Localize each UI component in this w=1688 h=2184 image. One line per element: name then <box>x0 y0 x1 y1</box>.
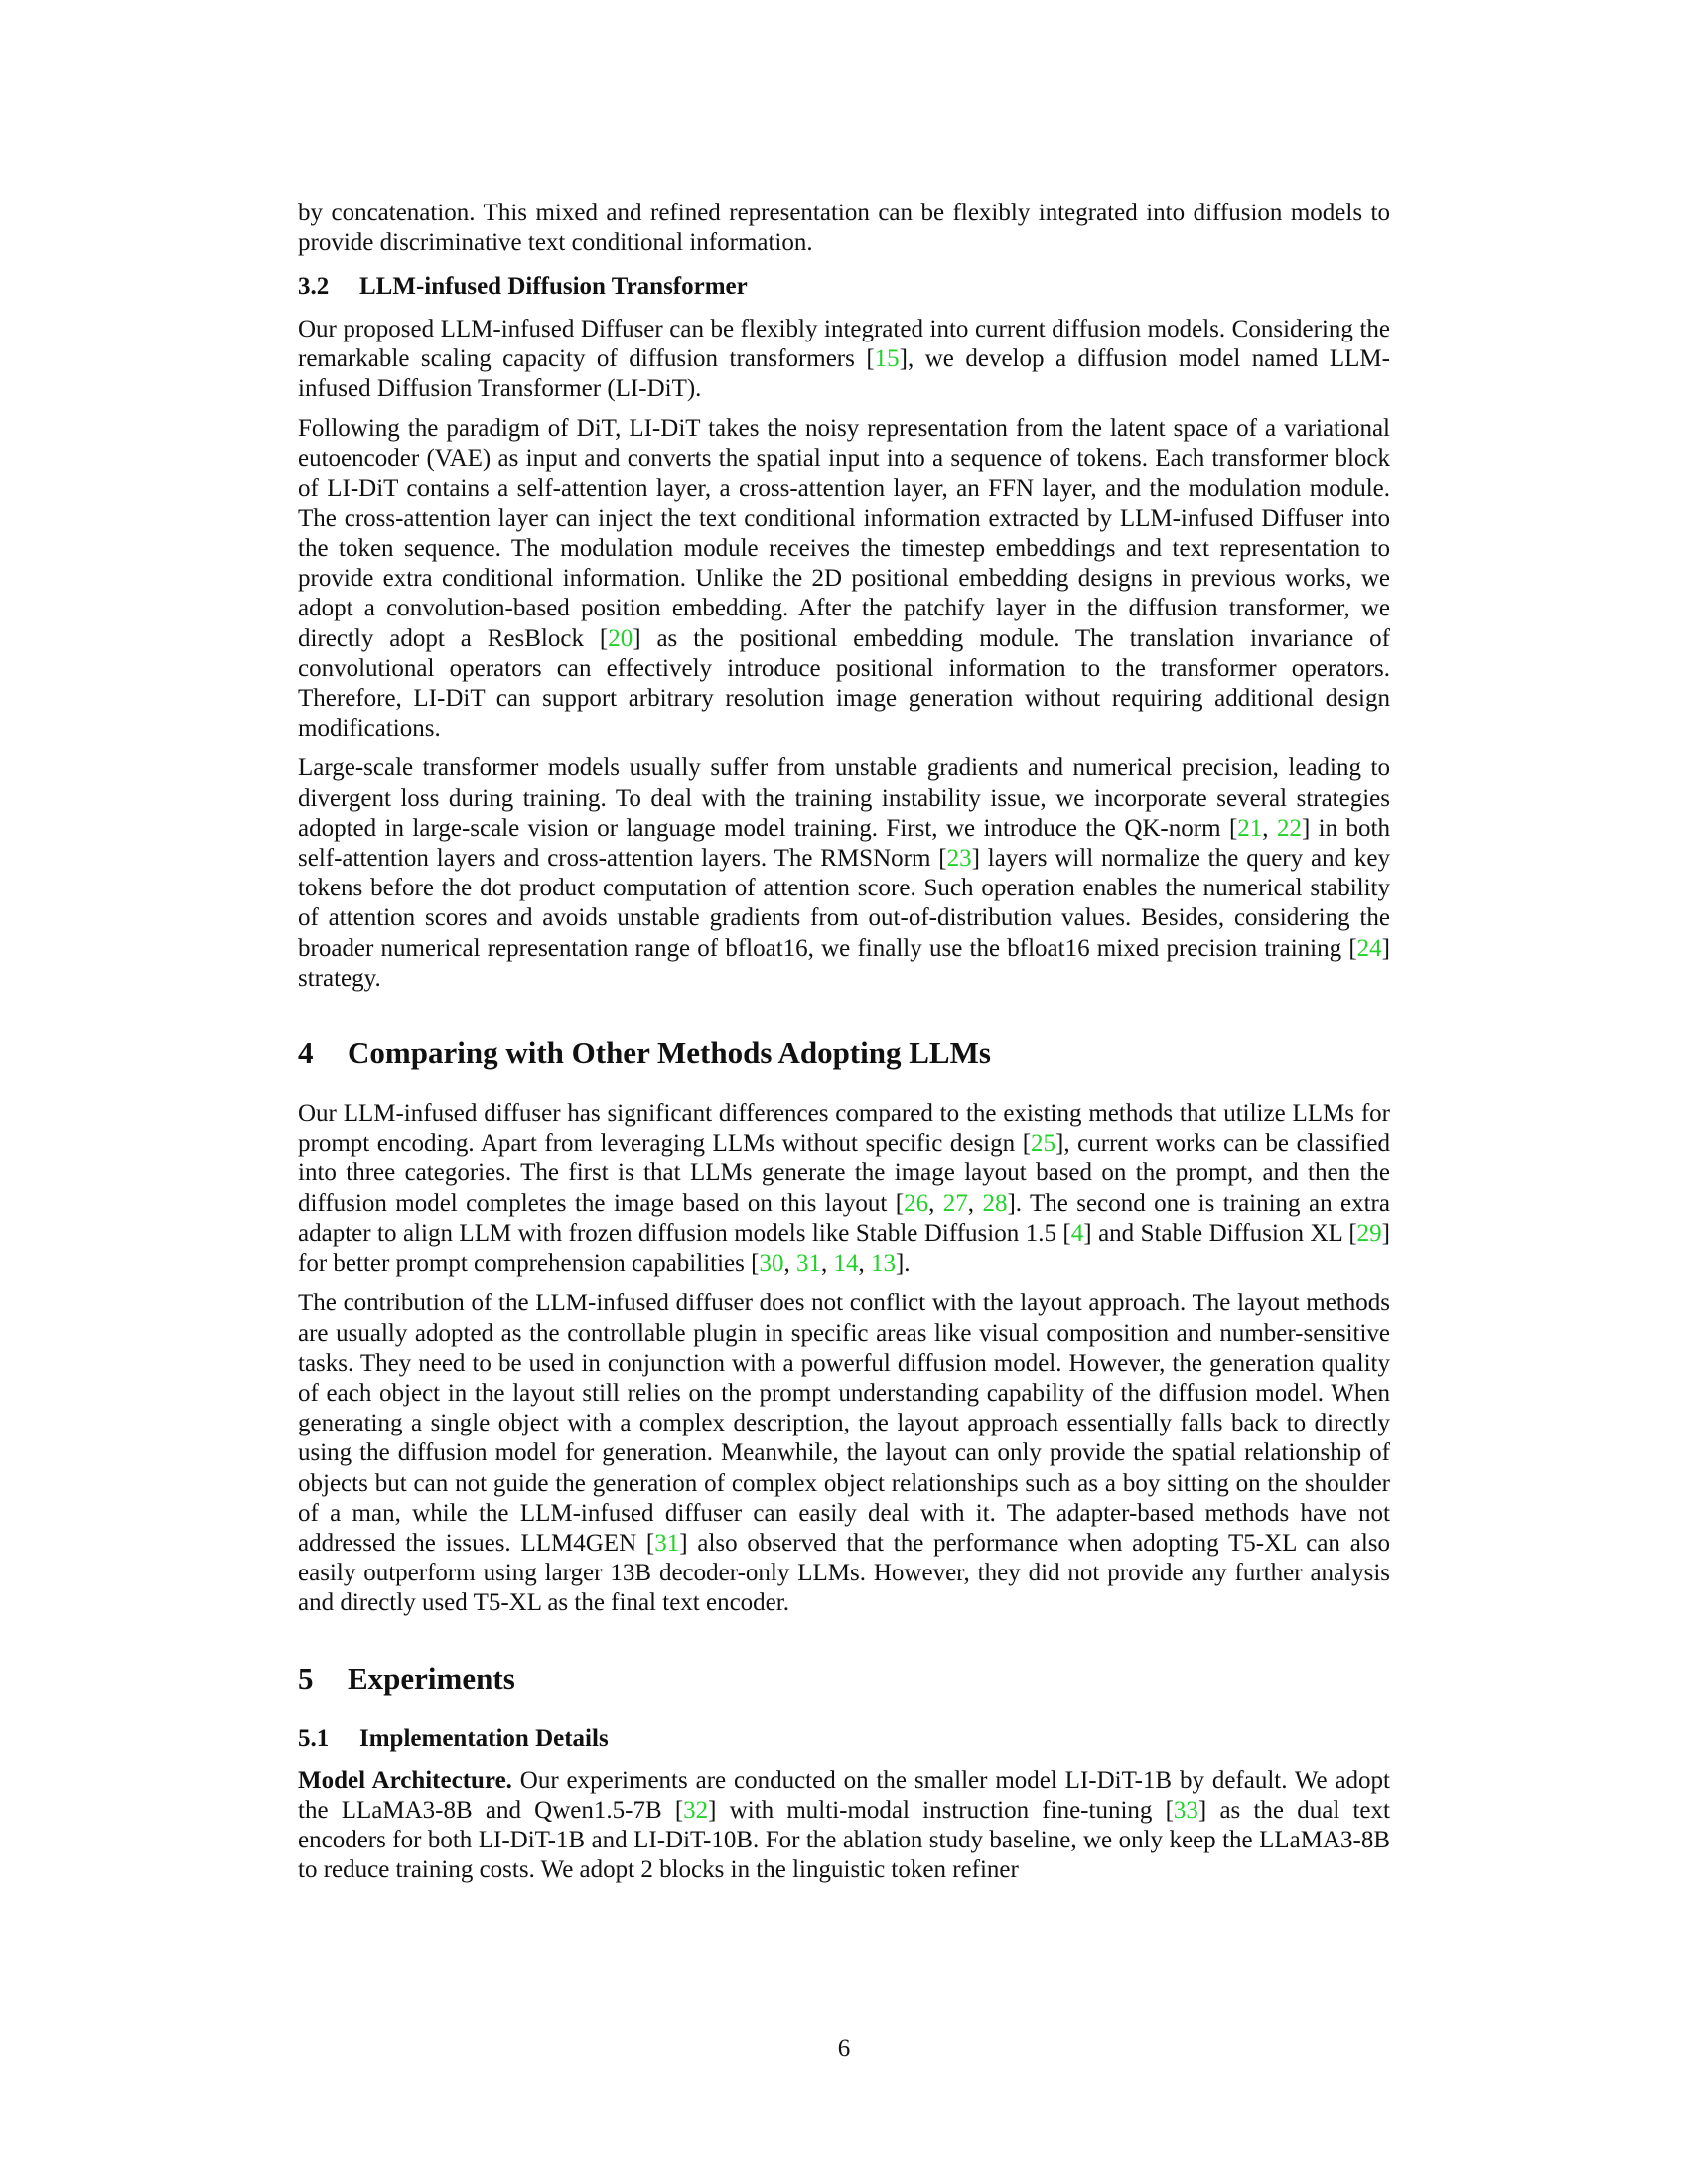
citation-link[interactable]: 24 <box>1356 934 1382 962</box>
paragraph-layout-approach: The contribution of the LLM-infused diffuser does not conflict with the layout approach. The layout methods are usually adopted as the controllable plugin in specific areas like visual composition and number-sensitive tasks. They need to be used in conjunction with a powerful diffusion model. However, the generation quality of each object in the layout still relies on the prompt understanding capability of the diffusion model. When generating a single object with a complex description, the layout approach essentially falls back to directly using the diffusion model for generation. Meanwhile, the layout can only provide the spatial relationship of objects but can not guide the generation of complex object relationships such as a boy sitting on the shoulder of a man, while the LLM-infused diffuser can easily deal with it. The adapter-based methods have not addressed the issues. LLM4GEN [31] also observed that the performance when adopting T5-XL can also easily outperform using larger 13B decoder-only LLMs. However, they did not provide any further analysis and directly used T5-XL as the final text encoder. <box>298 1290 1390 1617</box>
section-number: 5 <box>298 1660 314 1696</box>
citation-link[interactable]: 4 <box>1070 1219 1084 1247</box>
paragraph-lead-in: Model Architecture. <box>298 1766 512 1794</box>
paragraph-concatenation: by concatenation. This mixed and refined representation can be flexibly integrated into diffusion models to provide discriminative text conditional information. <box>298 200 1390 257</box>
citation-link[interactable]: 32 <box>683 1796 709 1824</box>
subsection-heading-3-2 <box>298 272 1390 302</box>
section-heading-4 <box>298 1035 1390 1071</box>
citation-link[interactable]: 31 <box>654 1529 680 1557</box>
section-heading-5 <box>298 1661 1390 1697</box>
citation-link[interactable]: 14 <box>833 1250 859 1278</box>
citation-link[interactable]: 26 <box>904 1189 929 1217</box>
section-title: LLM-infused Diffusion Transformer <box>359 273 748 301</box>
citation-link[interactable]: 31 <box>795 1250 821 1278</box>
section-title: Comparing with Other Methods Adopting LLMs <box>348 1035 991 1071</box>
section-title: Experiments <box>348 1660 515 1696</box>
citation-link[interactable]: 29 <box>1356 1219 1382 1247</box>
citation-link[interactable]: 30 <box>759 1250 784 1278</box>
section-title: Implementation Details <box>359 1724 609 1752</box>
paragraph-model-architecture: Model Architecture. Our experiments are conducted on the smaller model LI-DiT-1B by default. We adopt the LLaMA3-8B and Qwen1.5-7B [32] with multi-modal instruction fine-tuning [33] as the dual text encoders for both LI-DiT-1B and LI-DiT-10B. For the ablation study baseline, we only keep the LLaMA3-8B to reduce training costs. We adopt 2 blocks in the linguistic token refiner <box>298 1766 1391 1884</box>
citation-link[interactable]: 27 <box>942 1189 968 1217</box>
paragraph-llm-comparison: Our LLM-infused diffuser has significant differences compared to the existing methods that utilize LLMs for prompt encoding. Apart from leveraging LLMs without specific design [25], current works can be classified into three categories. The first is that LLMs generate the image layout based on the prompt, and then the diffusion model completes the image based on this layout [26, 27, 28]. The second one is training an extra adapter to align LLM with frozen diffusion models like Stable Diffusion 1.5 [4] and Stable Diffusion XL [29] for better prompt comprehension capabilities [30, 31, 14, 13]. <box>298 1100 1390 1278</box>
citation-link[interactable]: 15 <box>874 344 900 372</box>
paragraph-dit-paradigm: Following the paradigm of DiT, LI-DiT takes the noisy representation from the latent space of a variational eutoencoder (VAE) as input and converts the spatial input into a sequence of tokens. Each transformer block of LI-DiT contains a self-attention layer, a cross-attention layer, an FFN layer, and the modulation module. The cross-attention layer can inject the text conditional information extracted by LLM-infused Diffuser into the token sequence. The modulation module receives the timestep embeddings and text representation to provide extra conditional information. Unlike the 2D positional embedding designs in previous works, we adopt a convolution-based position embedding. After the patchify layer in the diffusion transformer, we directly adopt a ResBlock [20] as the positional embedding module. The translation invariance of convolutional operators can effectively introduce positional information to the transformer operators. Therefore, LI-DiT can support arbitrary resolution image generation without requiring additional design modifications. <box>298 415 1390 743</box>
citation-link[interactable]: 21 <box>1237 814 1263 842</box>
section-number: 4 <box>298 1035 314 1071</box>
citation-link[interactable]: 23 <box>946 845 972 873</box>
section-number: 3.2 <box>298 273 330 301</box>
paper-page <box>298 199 1390 1886</box>
citation-link[interactable]: 28 <box>982 1189 1008 1217</box>
section-number: 5.1 <box>298 1724 330 1752</box>
citation-link[interactable]: 25 <box>1031 1130 1056 1158</box>
paragraph-li-dit-intro: Our proposed LLM-infused Diffuser can be flexibly integrated into current diffusion models. Considering the remarkable scaling capacity of diffusion transformers [15], we develop a diffusion model named LLM-infused Diffusion Transformer (LI-DiT). <box>298 315 1390 403</box>
citation-link[interactable]: 13 <box>870 1250 896 1278</box>
citation-link[interactable]: 33 <box>1173 1796 1198 1824</box>
citation-link[interactable]: 22 <box>1276 814 1302 842</box>
subsection-heading-5-1 <box>298 1724 1390 1754</box>
page-number: 6 <box>837 2035 851 2062</box>
paragraph-training-stability: Large-scale transformer models usually suffer from unstable gradients and numerical precision, leading to divergent loss during training. To deal with the training instability issue, we incorporate several strategies adopted in large-scale vision or language model training. First, we introduce the QK-norm [21, 22] in both self-attention layers and cross-attention layers. The RMSNorm [23] layers will normalize the query and key tokens before the dot product computation of attention score. Such operation enables the numerical stability of attention scores and avoids unstable gradients from out-of-distribution values. Besides, considering the broader numerical representation range of bfloat16, we finally use the bfloat16 mixed precision training [24] strategy. <box>298 754 1390 992</box>
citation-link[interactable]: 20 <box>608 624 633 652</box>
